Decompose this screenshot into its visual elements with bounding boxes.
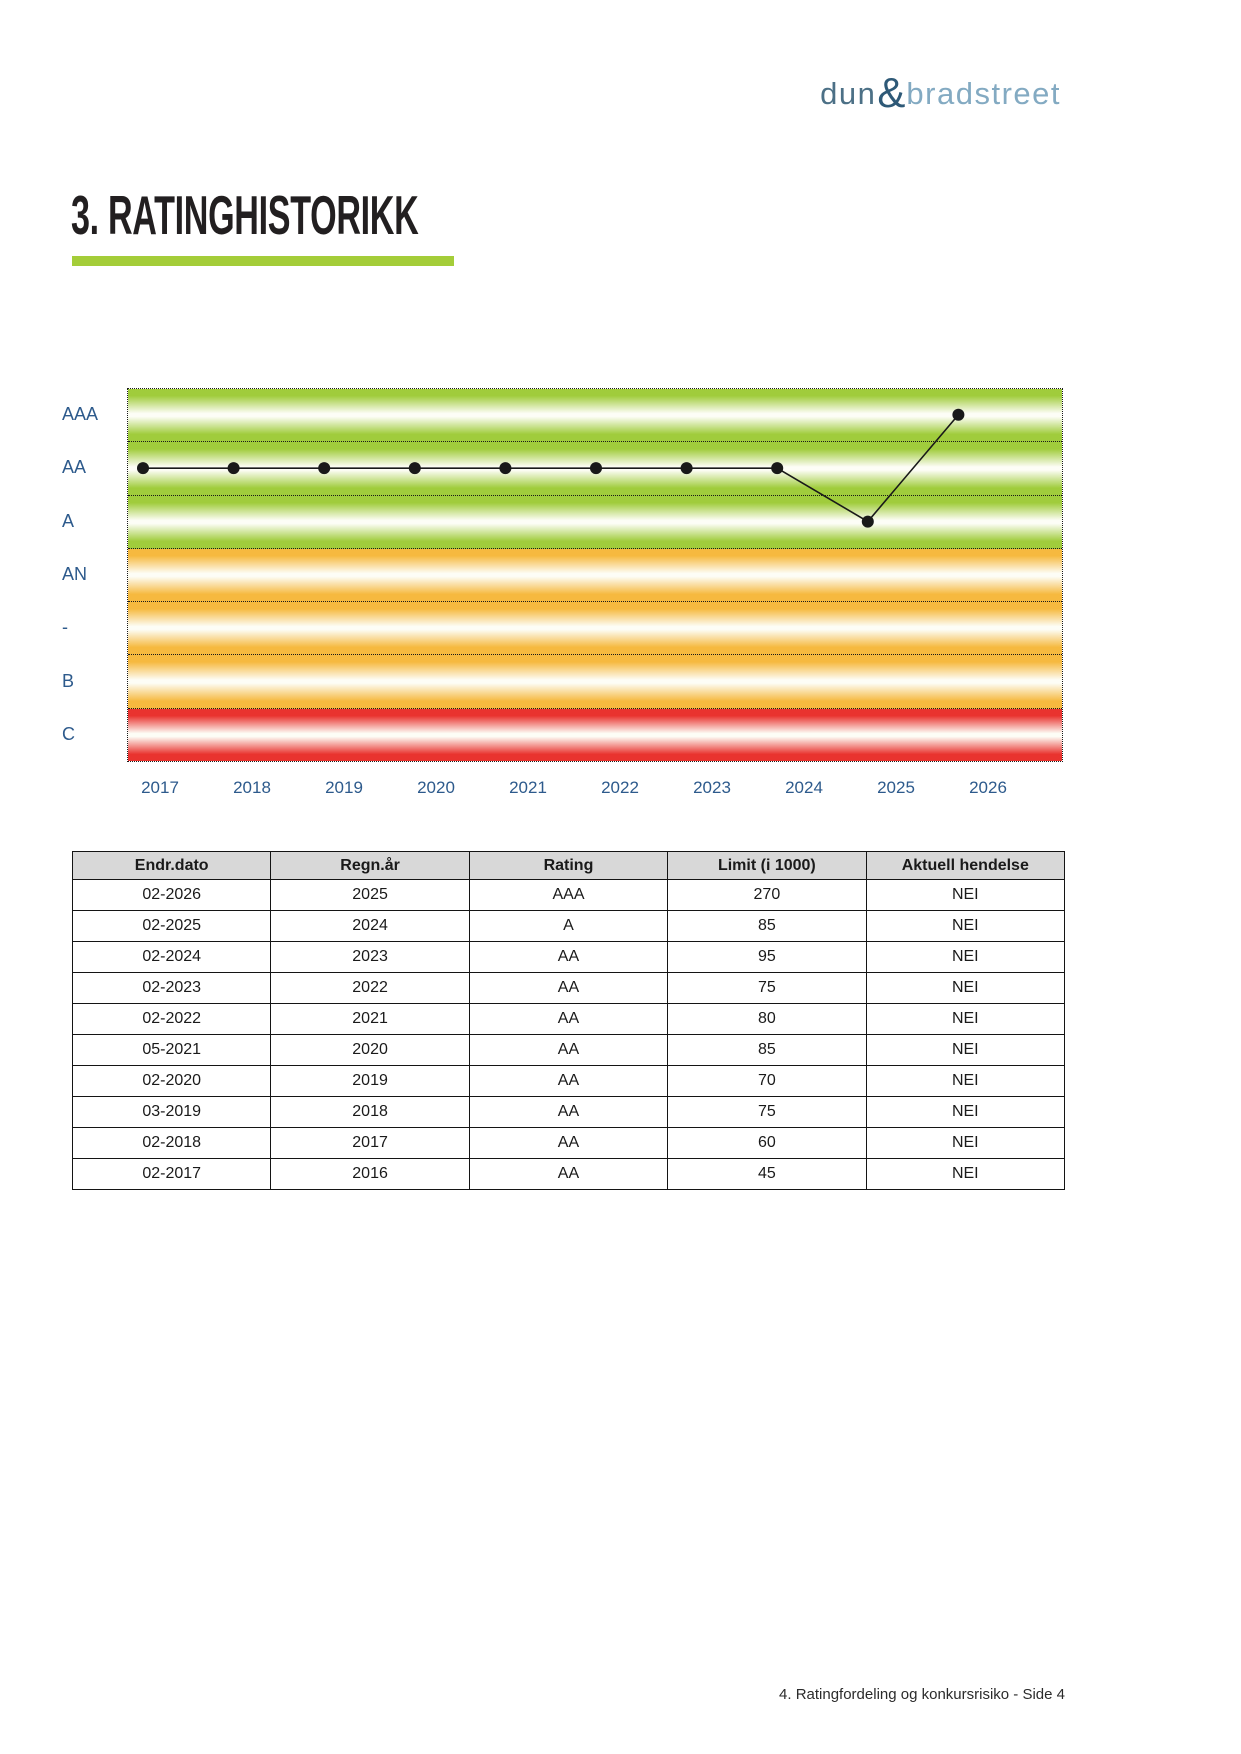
y-axis-label-AA: AA (62, 457, 87, 478)
table-cell: NEI (866, 880, 1064, 911)
data-point-2026 (952, 409, 964, 421)
table-cell: 02-2017 (73, 1159, 271, 1190)
x-axis-label-2025: 2025 (877, 778, 915, 797)
table-cell: 2018 (271, 1097, 469, 1128)
table-cell: 60 (668, 1128, 866, 1159)
table-cell: 85 (668, 911, 866, 942)
x-axis-label-2023: 2023 (693, 778, 731, 797)
table-cell: NEI (866, 1159, 1064, 1190)
table-cell: 02-2020 (73, 1066, 271, 1097)
table-cell: 95 (668, 942, 866, 973)
table-header-5: Aktuell hendelse (866, 852, 1064, 880)
table-cell: 2023 (271, 942, 469, 973)
data-point-2023 (681, 462, 693, 474)
table-cell: 270 (668, 880, 866, 911)
table-header-1: Endr.dato (73, 852, 271, 880)
x-axis-label-2022: 2022 (601, 778, 639, 797)
data-point-2017 (137, 462, 149, 474)
table-cell: NEI (866, 1097, 1064, 1128)
x-axis-label-2019: 2019 (325, 778, 363, 797)
table-cell: 45 (668, 1159, 866, 1190)
table-cell: 2021 (271, 1004, 469, 1035)
table-cell: AA (469, 942, 667, 973)
table-header-row (73, 852, 1065, 880)
x-axis-label-2017: 2017 (141, 778, 179, 797)
y-axis-label-AAA: AAA (62, 403, 99, 424)
table-cell: 2016 (271, 1159, 469, 1190)
table-cell: AA (469, 1128, 667, 1159)
table-cell: 2025 (271, 880, 469, 911)
x-axis-label-2018: 2018 (233, 778, 271, 797)
table-cell: NEI (866, 1004, 1064, 1035)
table-row (73, 1128, 1065, 1159)
rating-line (143, 415, 958, 522)
table-cell: AA (469, 973, 667, 1004)
table-cell: 80 (668, 1004, 866, 1035)
table-row (73, 973, 1065, 1004)
table-header-4: Limit (i 1000) (668, 852, 866, 880)
table-cell: AA (469, 1066, 667, 1097)
y-axis-label-B: B (62, 670, 75, 691)
table-cell: NEI (866, 911, 1064, 942)
table-cell: 02-2025 (73, 911, 271, 942)
table-cell: A (469, 911, 667, 942)
y-axis-label-A: A (62, 510, 75, 531)
table-cell: 02-2026 (73, 880, 271, 911)
table-row (73, 1035, 1065, 1066)
table-cell: 2019 (271, 1066, 469, 1097)
y-axis-label-C: C (62, 724, 75, 745)
table-cell: 02-2022 (73, 1004, 271, 1035)
table-cell: 85 (668, 1035, 866, 1066)
y-axis-label--: - (62, 617, 68, 638)
table-cell: NEI (866, 1035, 1064, 1066)
data-point-2025 (862, 516, 874, 528)
table-row (73, 880, 1065, 911)
table-row (73, 942, 1065, 973)
table-cell: 75 (668, 1097, 866, 1128)
data-point-2024 (771, 462, 783, 474)
table-cell: NEI (866, 1128, 1064, 1159)
table-row (73, 1004, 1065, 1035)
table-cell: 02-2018 (73, 1128, 271, 1159)
table-cell: 05-2021 (73, 1035, 271, 1066)
table-row (73, 911, 1065, 942)
y-axis-label-AN: AN (62, 564, 88, 584)
table-cell: 02-2024 (73, 942, 271, 973)
rating-history-chart (0, 0, 1241, 820)
data-point-2018 (228, 462, 240, 474)
table-cell: 70 (668, 1066, 866, 1097)
table-cell: NEI (866, 973, 1064, 1004)
rating-line-series (127, 388, 1063, 762)
data-point-2022 (590, 462, 602, 474)
table-header-3: Rating (469, 852, 667, 880)
table-header-2: Regn.år (271, 852, 469, 880)
table-cell: AA (469, 1097, 667, 1128)
logo-text-dun: dun (820, 76, 877, 111)
table-cell: 2017 (271, 1128, 469, 1159)
x-axis-label-2026: 2026 (969, 778, 1007, 797)
table-cell: 02-2023 (73, 973, 271, 1004)
data-point-2021 (499, 462, 511, 474)
x-axis-label-2024: 2024 (785, 778, 823, 797)
page-title: 3. RATINGHISTORIKK (71, 184, 419, 246)
table-cell: 2024 (271, 911, 469, 942)
table-cell: AAA (469, 880, 667, 911)
table-cell: NEI (866, 1066, 1064, 1097)
table-cell: NEI (866, 942, 1064, 973)
data-point-2020 (409, 462, 421, 474)
x-axis-label-2021: 2021 (509, 778, 547, 797)
ampersand-logo-glyph: & (877, 69, 906, 116)
table-cell: AA (469, 1035, 667, 1066)
x-axis-label-2020: 2020 (417, 778, 455, 797)
table-cell: AA (469, 1004, 667, 1035)
table-row (73, 1097, 1065, 1128)
table-cell: 2020 (271, 1035, 469, 1066)
table-cell: 03-2019 (73, 1097, 271, 1128)
page-footer: 4. Ratingfordeling og konkursrisiko - Side 4 (779, 1686, 1065, 1703)
table-cell: AA (469, 1159, 667, 1190)
data-point-2019 (318, 462, 330, 474)
table-row (73, 1159, 1065, 1190)
table-cell: 75 (668, 973, 866, 1004)
table-row (73, 1066, 1065, 1097)
table-body (73, 880, 1065, 1190)
table-cell: 2022 (271, 973, 469, 1004)
logo-text-bradstreet: bradstreet (906, 76, 1061, 111)
rating-history-table (72, 851, 1065, 1190)
